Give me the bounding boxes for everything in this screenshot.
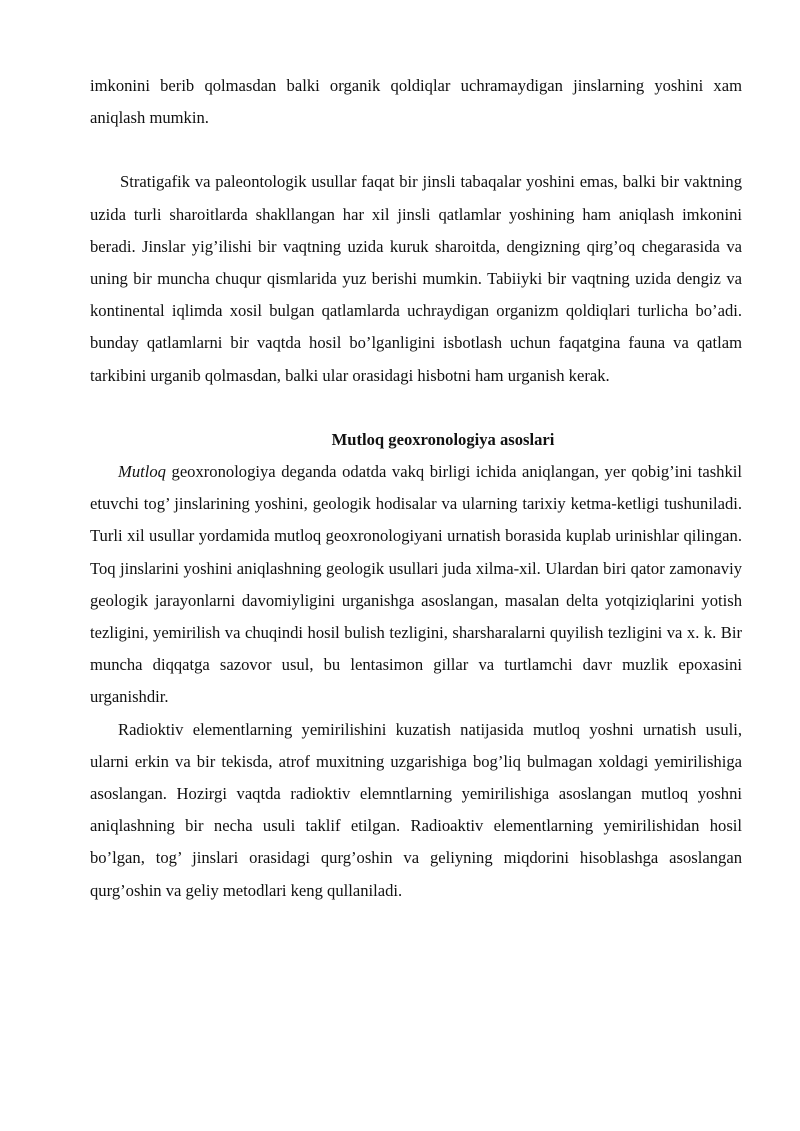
- section-heading: Mutloq geoxronologiya asoslari: [331, 429, 555, 449]
- paragraph-continuation: imkonini berib qolmasdan balki organik qoldiqlar uchramaydigan jinslarning yoshini xam aniqlash mumkin.: [90, 76, 742, 128]
- paragraph-radioactive-methods: Radioktiv elementlarning yemirilishini kuzatish natijasida mutloq yoshni urnatish usuli, ularni erkin va bir tekisda, atrof muxitning uzgarishiga bog’liq bulmagan xoldagi yemirilishiga asoslangan. Hozirgi vaqtda radioktiv elemntlarning yemirilishiga asoslangan mutloq yoshni aniqlashning bir necha usuli taklif etilgan. Radioaktiv elementlarning yemirilishidan hosil bo’lgan, tog’ jinslari orasidagi qurg’oshin va geliyning miqdorini hisoblashga asoslangan qurg’oshin va geliy metodlari keng qullaniladi.: [90, 719, 742, 900]
- paragraph-text: geoxronologiya deganda odatda vakq birligi ichida aniqlangan, yer qobig’ini tashkil etuvchi tog’ jinslarining yoshini, geologik hodisalar va ularning tarixiy ketma-ketligi tushuniladi. Turli xil usullar yordamida mutloq geoxronologiyani urnatish borasida kuplab urinishlar qilingan. Toq jinslarini yoshini aniqlashning geologik usullari juda xilma-xil. Ulardan biri qator zamonaviy geologik jarayonlarni davomiyligini urganishga asoslangan, masalan delta yotqiziqlarini yotish tezligini, yemirilish va chuqindi hosil bulish tezligini, sharsharalarni quyilish tezligini va x. k. Bir muncha diqqatga sazovor usul, bu lentasimon gillar va turtlamchi davr muzlik epoxasini urganishdir.: [90, 462, 742, 707]
- paragraph-gap: [90, 134, 742, 166]
- paragraph-stratigraphic-methods: Stratigafik va paleontologik usullar faqat bir jinsli tabaqalar yoshini emas, balki bir vaktning uzida turli sharoitlarda shakllangan har xil jinsli qatlamlar yoshining ham aniqlash imkonini beradi. Jinslar yig’ilishi bir vaqtning uzida kuruk sharoitda, dengizning qirg’oq chegarasida va uning bir muncha chuqur qismlarida yuz berishi mumkin. Tabiiyki bir vaqtning uzida dengiz va kontinental iqlimda xosil bulgan qatlamlarda uchraydigan organizm qoldiqlari turlicha bo’adi. bunday qatlamlarni bir vaqtda hosil bo’lganligini isbotlash uchun faqatgina fauna va qatlam tarkibini urganib qolmasdan, balki ular orasidagi hisbotni ham urganish kerak.: [90, 172, 742, 385]
- italic-term: Mutloq: [118, 462, 166, 482]
- paragraph-absolute-geochronology: [90, 456, 742, 714]
- paragraph-gap: [90, 392, 742, 424]
- document-page: [90, 70, 742, 907]
